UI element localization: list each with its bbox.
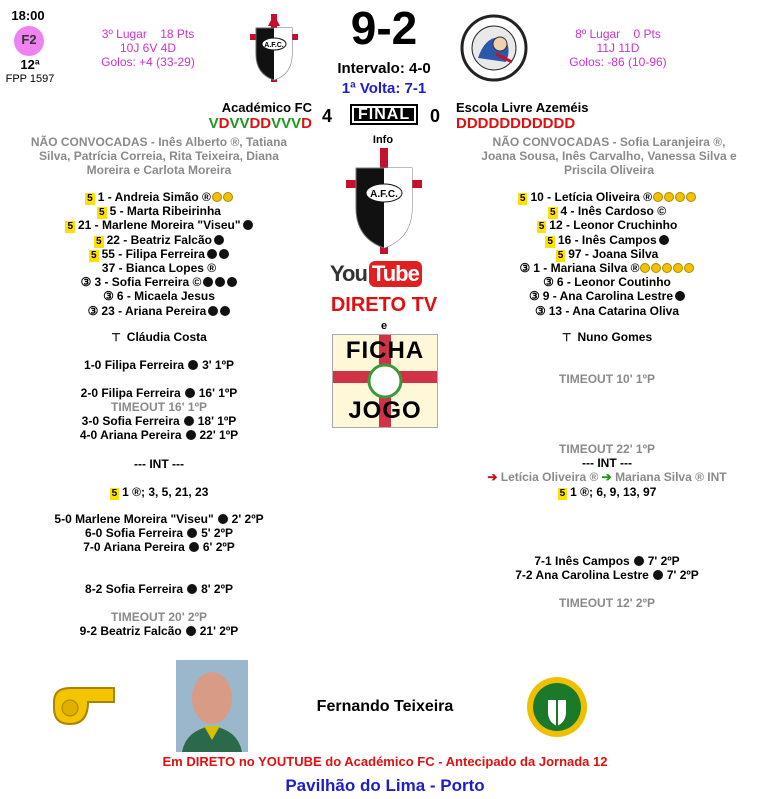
ficha-jogo-link[interactable] bbox=[332, 334, 438, 428]
five-badge: 5 bbox=[96, 235, 102, 247]
ball-icon bbox=[184, 416, 194, 426]
svg-text:A.F.C.: A.F.C. bbox=[370, 189, 398, 200]
home-event-time: 2' 2ºP bbox=[231, 512, 264, 526]
mvp-icon bbox=[651, 263, 661, 273]
away-player bbox=[444, 275, 770, 289]
home-event-text: 7-0 Ariana Pereira bbox=[83, 540, 185, 554]
five-badge: 5 bbox=[549, 207, 556, 219]
home-goals: Golos: +4 (33-29) bbox=[101, 55, 195, 69]
home-event-text: --- INT --- bbox=[134, 457, 184, 471]
direto-tv-link[interactable]: DIRETO TV bbox=[330, 294, 438, 316]
broadcast-info: Em DIRETO no YOUTUBE do Académico FC - Antecipado da Jornada 12 bbox=[162, 754, 608, 769]
away-ranking-score: 0 bbox=[430, 106, 441, 126]
home-event-text: 2-0 Filipa Ferreira bbox=[80, 386, 181, 400]
away-event-time: 7' 2ºP bbox=[666, 568, 699, 582]
home-not-called: NÃO CONVOCADAS - Inês Alberto ®, Tatiana Silva, Patrícia Correia, Rita Teixeira, Diana Moreira e Carlota Moreira bbox=[30, 135, 288, 177]
home-event bbox=[0, 512, 318, 526]
mvp-icon bbox=[212, 192, 222, 202]
home-event-text: 4-0 Ariana Pereira bbox=[79, 428, 182, 442]
whistle-icon bbox=[48, 680, 120, 730]
home-event-text: 5-0 Marlene Moreira "Viseu" bbox=[54, 512, 214, 526]
referee-name: Fernando Teixeira bbox=[316, 698, 454, 715]
home-event-text: 9-2 Beatriz Falcão bbox=[79, 624, 182, 638]
home-event-text: 3-0 Sofia Ferreira bbox=[81, 414, 180, 428]
mvp-icon bbox=[675, 192, 685, 202]
coach-icon: ⊤ bbox=[111, 332, 121, 344]
home-record: 10J 6V 4D bbox=[119, 41, 177, 55]
away-int-lineup bbox=[444, 485, 770, 500]
away-event bbox=[444, 442, 770, 456]
home-player-name: 23 - Ariana Pereira bbox=[101, 303, 207, 318]
home-form-part: VV bbox=[229, 115, 250, 132]
home-stats bbox=[78, 27, 218, 69]
association-logo bbox=[526, 676, 588, 738]
ball-icon bbox=[203, 277, 213, 287]
home-player-name: 55 - Filipa Ferreira bbox=[101, 246, 205, 261]
home-player bbox=[0, 261, 318, 275]
fpp-ranking: FPP 1597 bbox=[5, 73, 55, 85]
five-badge: 5 bbox=[111, 488, 118, 499]
ball-icon bbox=[675, 291, 685, 301]
away-player bbox=[444, 204, 770, 219]
sub-out-player: Letícia Oliveira ® bbox=[500, 470, 599, 484]
home-event-time: 22' 1ºP bbox=[199, 428, 239, 442]
reserve-marker: ③ bbox=[80, 275, 92, 290]
away-event-text: --- INT --- bbox=[582, 456, 632, 470]
home-event bbox=[0, 610, 318, 624]
ball-icon bbox=[218, 514, 228, 524]
home-player bbox=[0, 233, 318, 248]
ball-icon bbox=[220, 306, 230, 316]
away-player-name: 10 - Letícia Oliveira ® bbox=[530, 190, 653, 204]
away-coach bbox=[444, 330, 770, 345]
away-event-text: TIMEOUT 22' 1ºP bbox=[559, 442, 655, 456]
half-time-score: Intervalo: 4-0 bbox=[337, 60, 431, 77]
division-badge bbox=[14, 26, 44, 56]
away-player bbox=[444, 247, 770, 262]
home-place: 3º Lugar bbox=[101, 27, 147, 41]
home-coach-name: Cláudia Costa bbox=[126, 330, 207, 344]
away-event-text: 7-2 Ana Carolina Lestre bbox=[515, 568, 649, 582]
mvp-icon bbox=[664, 192, 674, 202]
home-event-time: 21' 2ºP bbox=[199, 624, 239, 638]
ball-icon bbox=[187, 528, 197, 538]
home-event bbox=[0, 526, 318, 540]
reserve-marker: ③ bbox=[534, 303, 546, 318]
home-player-name: 5 - Marta Ribeirinha bbox=[109, 204, 221, 219]
home-event bbox=[0, 386, 318, 400]
ball-icon bbox=[208, 306, 218, 316]
five-badge: 5 bbox=[67, 221, 73, 233]
home-event-time: 18' 1ºP bbox=[197, 414, 237, 428]
reserve-marker: ③ bbox=[87, 303, 99, 318]
home-event-text: 8-2 Sofia Ferreira bbox=[85, 582, 184, 596]
five-badge: 5 bbox=[547, 235, 553, 247]
ball-icon bbox=[653, 570, 663, 580]
final-label: FINAL bbox=[350, 104, 418, 125]
away-player-name: 13 - Ana Catarina Oliva bbox=[548, 303, 680, 318]
home-player bbox=[0, 289, 318, 303]
home-ranking-score: 4 bbox=[322, 106, 333, 126]
coach-icon: ⊤ bbox=[561, 332, 572, 344]
home-event-time: 5' 2ºP bbox=[201, 526, 233, 540]
away-place: 8º Lugar bbox=[575, 27, 621, 41]
away-team-name[interactable]: Escola Livre Azeméis bbox=[456, 100, 589, 115]
away-player bbox=[444, 233, 770, 248]
home-event-time: 3' 1ºP bbox=[202, 358, 234, 372]
team-rank: 12ª bbox=[20, 57, 40, 72]
away-event bbox=[444, 568, 770, 582]
home-event-text: 6-0 Sofia Ferreira bbox=[85, 526, 184, 540]
home-event-time: 16' 1ºP bbox=[198, 386, 238, 400]
five-badge: 5 bbox=[538, 221, 545, 233]
home-event-time: 8' 2ºP bbox=[201, 582, 233, 596]
ball-icon bbox=[219, 249, 229, 259]
five-badge: 5 bbox=[99, 207, 105, 219]
home-event bbox=[0, 414, 318, 428]
away-not-called: NÃO CONVOCADAS - Sofia Laranjeira ®, Joana Sousa, Inês Carvalho, Vanessa Silva e Priscila Oliveira bbox=[481, 135, 737, 177]
home-int-lineup bbox=[0, 485, 318, 500]
home-event bbox=[0, 428, 318, 442]
ball-icon bbox=[227, 277, 237, 287]
five-badge: 5 bbox=[87, 193, 93, 204]
home-player bbox=[0, 190, 318, 205]
home-coach bbox=[0, 330, 318, 345]
youtube-logo[interactable] bbox=[330, 261, 436, 289]
home-event-text: 1-0 Filipa Ferreira bbox=[84, 358, 185, 372]
ball-icon bbox=[634, 556, 644, 566]
away-player-name: 9 - Ana Carolina Lestre bbox=[542, 289, 674, 304]
away-event-text: TIMEOUT 10' 1ºP bbox=[559, 372, 655, 386]
home-form bbox=[180, 115, 312, 132]
home-event-text: TIMEOUT 20' 2ºP bbox=[111, 610, 207, 624]
away-goals: Golos: -86 (10-96) bbox=[569, 55, 667, 69]
home-player-name: 6 - Micaela Jesus bbox=[116, 289, 215, 304]
away-event bbox=[444, 596, 770, 610]
kickoff-time: 18:00 bbox=[11, 8, 45, 23]
center-club-logo[interactable] bbox=[344, 148, 424, 254]
away-coach-name: Nuno Gomes bbox=[577, 330, 653, 344]
ball-icon bbox=[186, 626, 196, 636]
home-form-part: V bbox=[208, 115, 219, 132]
youtube-you: You bbox=[330, 261, 367, 286]
ball-icon bbox=[659, 235, 669, 245]
home-event bbox=[0, 624, 318, 638]
mvp-icon bbox=[640, 263, 650, 273]
home-event bbox=[0, 540, 318, 554]
svg-text:A.F.C.: A.F.C. bbox=[264, 42, 284, 49]
mvp-icon bbox=[223, 192, 233, 202]
sub-in-player: Mariana Silva ® INT bbox=[615, 470, 727, 484]
away-event-text: TIMEOUT 12' 2ºP bbox=[559, 596, 655, 610]
home-event-text: TIMEOUT 16' 1ºP bbox=[111, 400, 207, 414]
home-player bbox=[0, 247, 318, 262]
arrow-out-icon: ➔ bbox=[487, 470, 498, 484]
ball-icon bbox=[186, 430, 196, 440]
away-player bbox=[444, 190, 770, 205]
away-player-name: 4 - Inês Cardoso © bbox=[560, 204, 667, 219]
home-player-name: 37 - Bianca Lopes ® bbox=[101, 261, 217, 275]
mvp-icon bbox=[684, 263, 694, 273]
away-player bbox=[444, 289, 770, 303]
away-record: 11J 11D bbox=[596, 41, 640, 55]
ball-icon bbox=[188, 360, 198, 370]
away-player-name: 97 - Joana Silva bbox=[568, 246, 659, 261]
home-player bbox=[0, 304, 318, 318]
youtube-tube: Tube bbox=[369, 261, 422, 287]
mvp-icon bbox=[653, 192, 663, 202]
home-event-time: 6' 2ºP bbox=[202, 540, 235, 554]
ball-icon bbox=[243, 220, 253, 230]
away-player bbox=[444, 304, 770, 318]
away-player bbox=[444, 261, 770, 275]
away-int-lineup-text: 1 ®; 6, 9, 13, 97 bbox=[570, 485, 657, 499]
home-event bbox=[0, 582, 318, 596]
home-player bbox=[0, 275, 318, 289]
away-player-name: 1 - Mariana Silva ® bbox=[533, 261, 640, 275]
ball-icon bbox=[185, 388, 195, 398]
home-form-part: VVV bbox=[271, 115, 302, 132]
jogo-label: JOGO bbox=[348, 397, 422, 424]
home-form-part: DD bbox=[249, 115, 272, 132]
mvp-icon bbox=[686, 192, 696, 202]
away-event-time: 7' 2ºP bbox=[647, 554, 680, 568]
five-badge: 5 bbox=[519, 193, 526, 204]
arrow-in-icon: ➔ bbox=[601, 470, 612, 484]
ball-icon bbox=[187, 584, 197, 594]
away-player bbox=[444, 218, 770, 233]
reserve-marker: ③ bbox=[519, 261, 531, 275]
mvp-icon bbox=[673, 263, 683, 273]
reserve-marker: ③ bbox=[528, 289, 540, 304]
five-badge: 5 bbox=[557, 249, 564, 261]
away-event bbox=[444, 554, 770, 568]
home-team-logo[interactable] bbox=[248, 14, 300, 82]
away-event bbox=[444, 456, 770, 470]
reserve-marker: ③ bbox=[103, 289, 114, 304]
venue: Pavilhão do Lima - Porto bbox=[285, 776, 485, 795]
home-player bbox=[0, 218, 318, 233]
away-form: DDDDDDDDDDD bbox=[456, 115, 576, 132]
home-event bbox=[0, 457, 318, 471]
referee-photo bbox=[176, 660, 248, 752]
home-player-name: 22 - Beatriz Falcão bbox=[106, 232, 212, 247]
away-event bbox=[444, 372, 770, 386]
away-player-name: 16 - Inês Campos bbox=[557, 232, 657, 247]
away-points: 0 Pts bbox=[633, 27, 661, 41]
division-badge-label: F2 bbox=[21, 32, 37, 47]
ball-icon bbox=[215, 277, 225, 287]
and-label: e bbox=[380, 320, 388, 332]
ball-icon bbox=[207, 249, 217, 259]
home-form-part: D bbox=[301, 115, 312, 132]
five-badge: 5 bbox=[559, 488, 566, 499]
home-points: 18 Pts bbox=[160, 27, 195, 41]
first-leg-score: 1ª Volta: 7-1 bbox=[341, 80, 427, 97]
final-status-badge bbox=[350, 106, 418, 124]
reserve-marker: ③ bbox=[543, 275, 554, 290]
away-player-name: 12 - Leonor Cruchinho bbox=[549, 218, 678, 233]
home-int-lineup-text: 1 ®; 3, 5, 21, 23 bbox=[122, 485, 209, 499]
ball-icon bbox=[214, 235, 224, 245]
home-form-part: D bbox=[218, 115, 230, 132]
away-player-name: 6 - Leonor Coutinho bbox=[556, 275, 671, 290]
home-team-name[interactable]: Académico FC bbox=[221, 100, 312, 115]
away-stats bbox=[548, 27, 688, 69]
away-substitution bbox=[444, 470, 770, 484]
ficha-label: FICHA bbox=[345, 337, 425, 364]
home-event bbox=[0, 358, 318, 372]
final-score: 9-2 bbox=[350, 2, 418, 54]
home-event bbox=[0, 400, 318, 414]
info-link[interactable]: Info bbox=[372, 134, 394, 146]
home-player bbox=[0, 204, 318, 219]
five-badge: 5 bbox=[91, 249, 97, 261]
home-player-name: 21 - Marlene Moreira "Viseu" bbox=[78, 218, 241, 233]
ball-icon bbox=[189, 542, 199, 552]
home-player-name: 1 - Andreia Simão ® bbox=[97, 190, 211, 204]
home-player-name: 3 - Sofia Ferreira © bbox=[94, 275, 202, 290]
mvp-icon bbox=[662, 263, 672, 273]
away-event-text: 7-1 Inês Campos bbox=[534, 554, 630, 568]
away-team-logo[interactable] bbox=[460, 14, 528, 82]
